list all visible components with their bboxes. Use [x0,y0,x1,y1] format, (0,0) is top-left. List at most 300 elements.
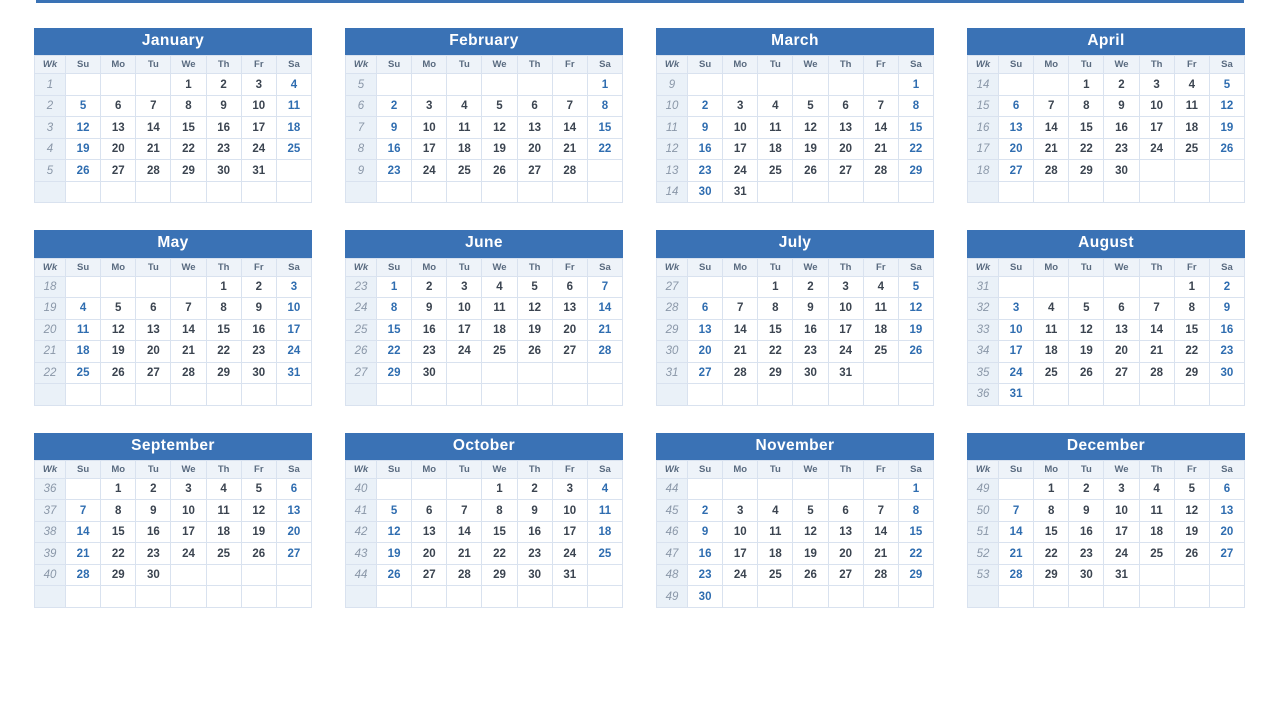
day-cell[interactable]: 14 [1034,117,1069,139]
day-cell[interactable]: 31 [999,384,1034,406]
day-cell[interactable]: 5 [517,276,552,298]
day-cell[interactable]: 31 [1104,564,1139,586]
day-cell[interactable]: 27 [688,362,723,384]
day-cell[interactable]: 28 [1034,160,1069,182]
day-cell[interactable]: 12 [517,298,552,320]
day-cell[interactable]: 10 [552,500,587,522]
day-cell[interactable]: 11 [206,500,241,522]
day-cell[interactable]: 31 [828,362,863,384]
day-cell[interactable]: 14 [552,117,587,139]
day-cell[interactable]: 24 [1139,138,1174,160]
day-cell[interactable]: 5 [482,95,517,117]
day-cell[interactable]: 1 [898,74,933,96]
day-cell[interactable]: 28 [999,564,1034,586]
day-cell[interactable]: 2 [688,500,723,522]
day-cell[interactable]: 26 [1209,138,1244,160]
day-cell[interactable]: 10 [276,298,311,320]
day-cell[interactable]: 15 [898,117,933,139]
day-cell[interactable]: 23 [412,341,447,363]
day-cell[interactable]: 17 [1104,521,1139,543]
day-cell[interactable]: 26 [793,160,828,182]
day-cell[interactable]: 9 [517,500,552,522]
day-cell[interactable]: 23 [206,138,241,160]
day-cell[interactable]: 17 [171,521,206,543]
day-cell[interactable]: 23 [793,341,828,363]
day-cell[interactable]: 28 [863,160,898,182]
day-cell[interactable]: 12 [1174,500,1209,522]
day-cell[interactable]: 25 [863,341,898,363]
day-cell[interactable]: 31 [241,160,276,182]
day-cell[interactable]: 4 [758,500,793,522]
day-cell[interactable]: 21 [552,138,587,160]
day-cell[interactable]: 26 [1069,362,1104,384]
day-cell[interactable]: 11 [587,500,622,522]
day-cell[interactable]: 26 [66,160,101,182]
day-cell[interactable]: 10 [999,319,1034,341]
day-cell[interactable]: 15 [1174,319,1209,341]
day-cell[interactable]: 10 [723,117,758,139]
day-cell[interactable]: 14 [999,521,1034,543]
day-cell[interactable]: 1 [101,478,136,500]
day-cell[interactable]: 13 [688,319,723,341]
day-cell[interactable]: 17 [447,319,482,341]
day-cell[interactable]: 29 [1069,160,1104,182]
day-cell[interactable]: 27 [828,160,863,182]
day-cell[interactable]: 22 [758,341,793,363]
day-cell[interactable]: 22 [1174,341,1209,363]
day-cell[interactable]: 23 [1209,341,1244,363]
day-cell[interactable]: 28 [552,160,587,182]
day-cell[interactable]: 18 [66,341,101,363]
day-cell[interactable]: 24 [552,543,587,565]
day-cell[interactable]: 6 [828,500,863,522]
day-cell[interactable]: 24 [1104,543,1139,565]
day-cell[interactable]: 31 [723,181,758,203]
day-cell[interactable]: 21 [723,341,758,363]
day-cell[interactable]: 16 [1069,521,1104,543]
day-cell[interactable]: 30 [1104,160,1139,182]
day-cell[interactable]: 6 [136,298,171,320]
day-cell[interactable]: 13 [1209,500,1244,522]
day-cell[interactable]: 24 [723,160,758,182]
day-cell[interactable]: 11 [447,117,482,139]
day-cell[interactable]: 15 [377,319,412,341]
day-cell[interactable]: 3 [1139,74,1174,96]
day-cell[interactable]: 21 [863,138,898,160]
day-cell[interactable]: 14 [863,521,898,543]
day-cell[interactable]: 14 [723,319,758,341]
day-cell[interactable]: 14 [863,117,898,139]
day-cell[interactable]: 3 [1104,478,1139,500]
day-cell[interactable]: 21 [1034,138,1069,160]
day-cell[interactable]: 16 [136,521,171,543]
day-cell[interactable]: 12 [101,319,136,341]
day-cell[interactable]: 23 [1104,138,1139,160]
day-cell[interactable]: 14 [587,298,622,320]
day-cell[interactable]: 18 [758,138,793,160]
day-cell[interactable]: 27 [1104,362,1139,384]
day-cell[interactable]: 21 [447,543,482,565]
day-cell[interactable]: 13 [101,117,136,139]
day-cell[interactable]: 1 [171,74,206,96]
day-cell[interactable]: 22 [101,543,136,565]
day-cell[interactable]: 9 [377,117,412,139]
day-cell[interactable]: 12 [66,117,101,139]
day-cell[interactable]: 18 [587,521,622,543]
day-cell[interactable]: 20 [1209,521,1244,543]
day-cell[interactable]: 26 [377,564,412,586]
day-cell[interactable]: 30 [412,362,447,384]
day-cell[interactable]: 18 [1034,341,1069,363]
day-cell[interactable]: 5 [898,276,933,298]
day-cell[interactable]: 1 [377,276,412,298]
day-cell[interactable]: 7 [552,95,587,117]
day-cell[interactable]: 23 [136,543,171,565]
day-cell[interactable]: 29 [206,362,241,384]
day-cell[interactable]: 4 [758,95,793,117]
day-cell[interactable]: 8 [898,95,933,117]
day-cell[interactable]: 2 [206,74,241,96]
day-cell[interactable]: 7 [66,500,101,522]
day-cell[interactable]: 28 [171,362,206,384]
day-cell[interactable]: 25 [1139,543,1174,565]
day-cell[interactable]: 14 [171,319,206,341]
day-cell[interactable]: 16 [1209,319,1244,341]
day-cell[interactable]: 22 [898,138,933,160]
day-cell[interactable]: 12 [1209,95,1244,117]
day-cell[interactable]: 24 [828,341,863,363]
day-cell[interactable]: 22 [377,341,412,363]
day-cell[interactable]: 20 [552,319,587,341]
day-cell[interactable]: 6 [276,478,311,500]
day-cell[interactable]: 3 [447,276,482,298]
day-cell[interactable]: 13 [136,319,171,341]
day-cell[interactable]: 4 [863,276,898,298]
day-cell[interactable]: 21 [171,341,206,363]
day-cell[interactable]: 9 [688,521,723,543]
day-cell[interactable]: 20 [999,138,1034,160]
day-cell[interactable]: 19 [482,138,517,160]
day-cell[interactable]: 28 [136,160,171,182]
day-cell[interactable]: 17 [723,543,758,565]
day-cell[interactable]: 16 [688,543,723,565]
day-cell[interactable]: 28 [587,341,622,363]
day-cell[interactable]: 10 [1139,95,1174,117]
day-cell[interactable]: 13 [999,117,1034,139]
day-cell[interactable]: 29 [171,160,206,182]
day-cell[interactable]: 15 [1069,117,1104,139]
day-cell[interactable]: 23 [688,160,723,182]
day-cell[interactable]: 4 [1174,74,1209,96]
day-cell[interactable]: 30 [517,564,552,586]
day-cell[interactable]: 23 [688,564,723,586]
day-cell[interactable]: 9 [412,298,447,320]
day-cell[interactable]: 13 [828,521,863,543]
day-cell[interactable]: 21 [587,319,622,341]
day-cell[interactable]: 5 [66,95,101,117]
day-cell[interactable]: 11 [1139,500,1174,522]
day-cell[interactable]: 16 [412,319,447,341]
day-cell[interactable]: 7 [863,95,898,117]
day-cell[interactable]: 3 [828,276,863,298]
day-cell[interactable]: 3 [171,478,206,500]
day-cell[interactable]: 12 [241,500,276,522]
day-cell[interactable]: 1 [758,276,793,298]
day-cell[interactable]: 30 [688,586,723,608]
day-cell[interactable]: 16 [793,319,828,341]
day-cell[interactable]: 26 [101,362,136,384]
day-cell[interactable]: 27 [552,341,587,363]
day-cell[interactable]: 27 [101,160,136,182]
day-cell[interactable]: 18 [206,521,241,543]
day-cell[interactable]: 4 [66,298,101,320]
day-cell[interactable]: 30 [688,181,723,203]
day-cell[interactable]: 8 [482,500,517,522]
day-cell[interactable]: 19 [793,543,828,565]
day-cell[interactable]: 26 [241,543,276,565]
day-cell[interactable]: 21 [66,543,101,565]
day-cell[interactable]: 17 [999,341,1034,363]
day-cell[interactable]: 10 [412,117,447,139]
day-cell[interactable]: 24 [447,341,482,363]
day-cell[interactable]: 7 [863,500,898,522]
day-cell[interactable]: 19 [1209,117,1244,139]
day-cell[interactable]: 18 [482,319,517,341]
day-cell[interactable]: 15 [206,319,241,341]
day-cell[interactable]: 16 [517,521,552,543]
day-cell[interactable]: 2 [241,276,276,298]
day-cell[interactable]: 6 [999,95,1034,117]
day-cell[interactable]: 7 [723,298,758,320]
day-cell[interactable]: 22 [1034,543,1069,565]
day-cell[interactable]: 27 [412,564,447,586]
day-cell[interactable]: 26 [517,341,552,363]
day-cell[interactable]: 30 [241,362,276,384]
day-cell[interactable]: 24 [999,362,1034,384]
day-cell[interactable]: 11 [758,117,793,139]
day-cell[interactable]: 17 [828,319,863,341]
day-cell[interactable]: 6 [828,95,863,117]
day-cell[interactable]: 22 [482,543,517,565]
day-cell[interactable]: 29 [377,362,412,384]
day-cell[interactable]: 17 [276,319,311,341]
day-cell[interactable]: 25 [1034,362,1069,384]
day-cell[interactable]: 1 [482,478,517,500]
day-cell[interactable]: 30 [136,564,171,586]
day-cell[interactable]: 15 [758,319,793,341]
day-cell[interactable]: 18 [1139,521,1174,543]
day-cell[interactable]: 5 [241,478,276,500]
day-cell[interactable]: 5 [1174,478,1209,500]
day-cell[interactable]: 3 [276,276,311,298]
day-cell[interactable]: 12 [793,521,828,543]
day-cell[interactable]: 5 [793,95,828,117]
day-cell[interactable]: 27 [1209,543,1244,565]
day-cell[interactable]: 6 [552,276,587,298]
day-cell[interactable]: 18 [447,138,482,160]
day-cell[interactable]: 14 [1139,319,1174,341]
day-cell[interactable]: 3 [723,500,758,522]
day-cell[interactable]: 13 [517,117,552,139]
day-cell[interactable]: 3 [723,95,758,117]
day-cell[interactable]: 25 [66,362,101,384]
day-cell[interactable]: 9 [688,117,723,139]
day-cell[interactable]: 8 [1174,298,1209,320]
day-cell[interactable]: 3 [999,298,1034,320]
day-cell[interactable]: 6 [1104,298,1139,320]
day-cell[interactable]: 9 [793,298,828,320]
day-cell[interactable]: 10 [828,298,863,320]
day-cell[interactable]: 8 [1034,500,1069,522]
day-cell[interactable]: 20 [828,138,863,160]
day-cell[interactable]: 31 [552,564,587,586]
day-cell[interactable]: 8 [898,500,933,522]
day-cell[interactable]: 11 [758,521,793,543]
day-cell[interactable]: 1 [587,74,622,96]
day-cell[interactable]: 23 [517,543,552,565]
day-cell[interactable]: 8 [101,500,136,522]
day-cell[interactable]: 9 [1209,298,1244,320]
day-cell[interactable]: 2 [1104,74,1139,96]
day-cell[interactable]: 19 [1069,341,1104,363]
day-cell[interactable]: 19 [898,319,933,341]
day-cell[interactable]: 11 [482,298,517,320]
day-cell[interactable]: 3 [552,478,587,500]
day-cell[interactable]: 20 [412,543,447,565]
day-cell[interactable]: 17 [241,117,276,139]
day-cell[interactable]: 29 [758,362,793,384]
day-cell[interactable]: 7 [587,276,622,298]
day-cell[interactable]: 25 [758,564,793,586]
day-cell[interactable]: 6 [517,95,552,117]
day-cell[interactable]: 7 [1034,95,1069,117]
day-cell[interactable]: 26 [793,564,828,586]
day-cell[interactable]: 19 [101,341,136,363]
day-cell[interactable]: 19 [793,138,828,160]
day-cell[interactable]: 29 [101,564,136,586]
day-cell[interactable]: 17 [412,138,447,160]
day-cell[interactable]: 23 [241,341,276,363]
day-cell[interactable]: 15 [1034,521,1069,543]
day-cell[interactable]: 29 [898,160,933,182]
day-cell[interactable]: 15 [587,117,622,139]
day-cell[interactable]: 2 [377,95,412,117]
day-cell[interactable]: 28 [723,362,758,384]
day-cell[interactable]: 13 [412,521,447,543]
day-cell[interactable]: 24 [723,564,758,586]
day-cell[interactable]: 2 [688,95,723,117]
day-cell[interactable]: 1 [206,276,241,298]
day-cell[interactable]: 31 [276,362,311,384]
day-cell[interactable]: 12 [1069,319,1104,341]
day-cell[interactable]: 20 [276,521,311,543]
day-cell[interactable]: 8 [587,95,622,117]
day-cell[interactable]: 7 [1139,298,1174,320]
day-cell[interactable]: 18 [1174,117,1209,139]
day-cell[interactable]: 8 [1069,95,1104,117]
day-cell[interactable]: 24 [276,341,311,363]
day-cell[interactable]: 12 [482,117,517,139]
day-cell[interactable]: 8 [206,298,241,320]
day-cell[interactable]: 10 [171,500,206,522]
day-cell[interactable]: 15 [482,521,517,543]
day-cell[interactable]: 29 [1174,362,1209,384]
day-cell[interactable]: 22 [206,341,241,363]
day-cell[interactable]: 4 [1139,478,1174,500]
day-cell[interactable]: 20 [101,138,136,160]
day-cell[interactable]: 9 [136,500,171,522]
day-cell[interactable]: 5 [1209,74,1244,96]
day-cell[interactable]: 25 [482,341,517,363]
day-cell[interactable]: 15 [898,521,933,543]
day-cell[interactable]: 9 [1104,95,1139,117]
day-cell[interactable]: 23 [377,160,412,182]
day-cell[interactable]: 20 [828,543,863,565]
day-cell[interactable]: 25 [758,160,793,182]
day-cell[interactable]: 1 [1034,478,1069,500]
day-cell[interactable]: 26 [1174,543,1209,565]
day-cell[interactable]: 14 [136,117,171,139]
day-cell[interactable]: 27 [999,160,1034,182]
day-cell[interactable]: 22 [1069,138,1104,160]
day-cell[interactable]: 24 [241,138,276,160]
day-cell[interactable]: 16 [241,319,276,341]
day-cell[interactable]: 5 [101,298,136,320]
day-cell[interactable]: 19 [517,319,552,341]
day-cell[interactable]: 8 [377,298,412,320]
day-cell[interactable]: 6 [1209,478,1244,500]
day-cell[interactable]: 11 [66,319,101,341]
day-cell[interactable]: 13 [276,500,311,522]
day-cell[interactable]: 22 [898,543,933,565]
day-cell[interactable]: 7 [999,500,1034,522]
day-cell[interactable]: 19 [241,521,276,543]
day-cell[interactable]: 13 [1104,319,1139,341]
day-cell[interactable]: 22 [587,138,622,160]
day-cell[interactable]: 21 [136,138,171,160]
day-cell[interactable]: 13 [552,298,587,320]
day-cell[interactable]: 6 [688,298,723,320]
day-cell[interactable]: 10 [723,521,758,543]
day-cell[interactable]: 1 [1069,74,1104,96]
day-cell[interactable]: 6 [412,500,447,522]
day-cell[interactable]: 28 [447,564,482,586]
day-cell[interactable]: 1 [898,478,933,500]
day-cell[interactable]: 7 [171,298,206,320]
day-cell[interactable]: 27 [136,362,171,384]
day-cell[interactable]: 25 [276,138,311,160]
day-cell[interactable]: 4 [1034,298,1069,320]
day-cell[interactable]: 30 [206,160,241,182]
day-cell[interactable]: 25 [206,543,241,565]
day-cell[interactable]: 28 [66,564,101,586]
day-cell[interactable]: 8 [171,95,206,117]
day-cell[interactable]: 3 [241,74,276,96]
day-cell[interactable]: 12 [898,298,933,320]
day-cell[interactable]: 9 [1069,500,1104,522]
day-cell[interactable]: 29 [482,564,517,586]
day-cell[interactable]: 2 [1209,276,1244,298]
day-cell[interactable]: 4 [276,74,311,96]
day-cell[interactable]: 8 [758,298,793,320]
day-cell[interactable]: 5 [377,500,412,522]
day-cell[interactable]: 29 [1034,564,1069,586]
day-cell[interactable]: 11 [863,298,898,320]
day-cell[interactable]: 24 [412,160,447,182]
day-cell[interactable]: 14 [447,521,482,543]
day-cell[interactable]: 1 [1174,276,1209,298]
day-cell[interactable]: 27 [828,564,863,586]
